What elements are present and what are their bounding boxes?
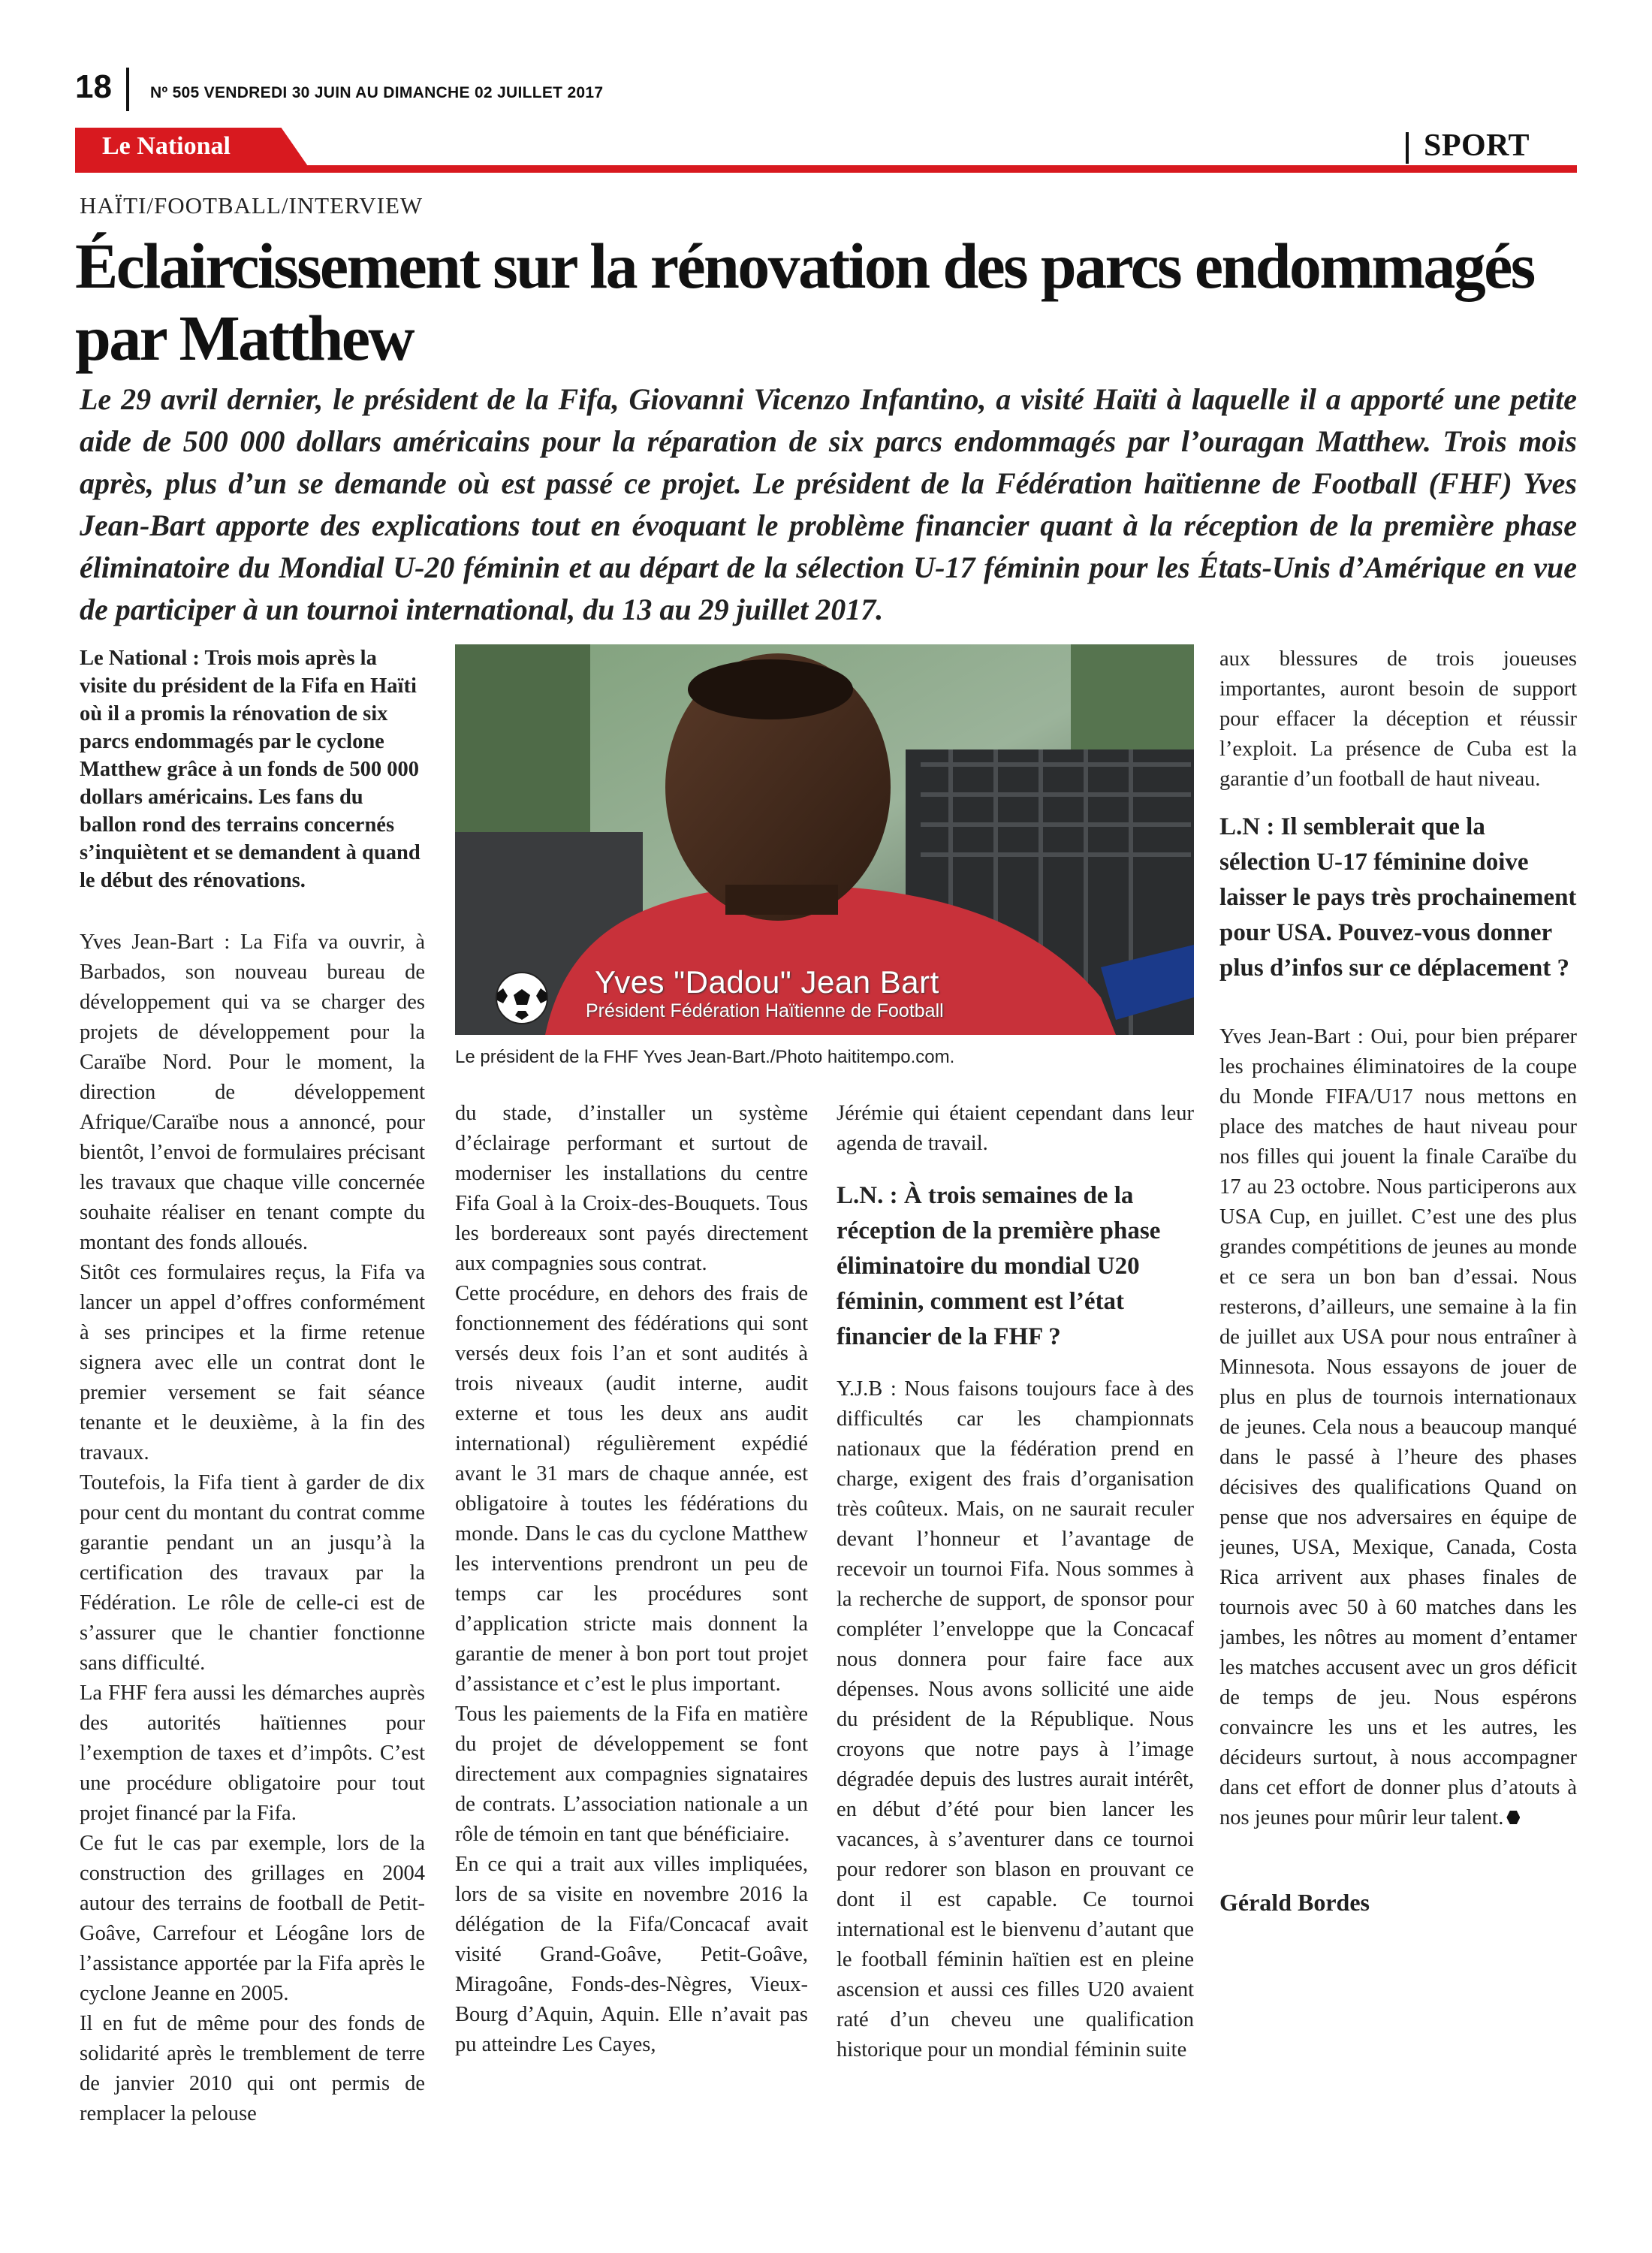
paragraph: Cette procédure, en dehors des frais de fonctionnement des fédérations qui sont versés deux fois l’an et sont audités à trois niveaux (audit interne, audit externe et tous les deux ans audit international) régulièrement expédié avant le 31 mars de chaque année, est obligatoire à toutes les fédérations du monde. Dans le cas du cyclone Matthew les interventions prendront un peu de temps car les procédures sont d’application stricte mais donnent la garantie de mener à bon port tout projet d’assistance et c’est le plus important. — [455, 1282, 808, 1696]
paragraph: Ce fut le cas par exemple, lors de la construction des grillages en 2004 autour des terrains de football de Petit-Goâve, Carrefour et Léogâne lors de l’assistance apportée par la Fifa après le cyclone Jeanne en 2005. — [80, 1832, 425, 2005]
author-signature: Gérald Bordes — [1219, 1889, 1370, 1916]
article-column-1 — [80, 644, 425, 2161]
end-mark-icon — [1506, 1811, 1520, 1824]
paragraph: Sitôt ces formulaires reçus, la Fifa va lancer un appel d’offres conformément à ses principes et la firme retenue signera avec elle un contrat dont le premier versement se fait séance tenante et le deuxième, à la fin des travaux. — [80, 1261, 425, 1464]
article-column-3 — [837, 1099, 1194, 2165]
soccer-ball-icon — [481, 970, 563, 1026]
paragraph: Y.J.B : Nous faisons toujours face à des difficultés car les championnats nationaux que la fédération prend en charge, exigent des frais d’organisation très coûteux. Mais, on ne saurait reculer devant l’honneur et l’avantage de recevoir un tournoi Fifa. Nous sommes à la recherche de support, de sponsor pour compléter l’enveloppe que la Concacaf nous donnera pour faire face aux dépenses. Nous avons sollicité une aide du président de la République. Nous croyons que notre pays à l’image dégradée depuis des lustres aurait intérêt, en début d’été pour bien lancer les vacances, à s’aventurer dans ce tournoi pour redorer son blason en prouvant ce dont il est capable. Ce tournoi international est le bienvenu d’autant que le football féminin haïtien est en pleine ascension et aussi ces filles U20 avaient raté d’un cheveu une qualification historique pour un mondial féminin suite — [837, 1377, 1194, 2061]
paragraph: Tous les paiements de la Fifa en matière du projet de développement se font directement aux compagnies signataires de contrats. L’association nationale a un rôle de témoin en tant que bénéficiaire. — [455, 1703, 808, 1846]
paragraph — [1219, 1022, 1577, 1833]
article-column-2 — [455, 1099, 808, 2165]
paragraph: Il en fut de même pour des fonds de solidarité après le tremblement de terre de janvier 2010 qui ont permis de remplacer la pelouse — [80, 2012, 425, 2125]
paragraph: du stade, d’installer un système d’éclairage performant et surtout de moderniser les installations du centre Fifa Goal à la Croix-des-Bouquets. Tous les bordereaux sont payés directement aux compagnies sous contrat. — [455, 1102, 808, 1275]
paragraph: Jérémie qui étaient cependant dans leur agenda de travail. — [837, 1102, 1194, 1155]
photo-caption: Le président de la FHF Yves Jean-Bart./Photo haititempo.com. — [455, 1047, 955, 1067]
section-label: SPORT — [1424, 128, 1530, 163]
photo-overlay-title: Président Fédération Haïtienne de Football — [586, 1000, 944, 1021]
paragraph: En ce qui a trait aux villes impliquées, lors de sa visite en novembre 2016 la délégation de la Fifa/Concacaf avait visité Grand-Goâve, Petit-Goâve, Miragoâne, Fonds-des-Nègres, Vieux-Bourg d’Aquin, Aquin. Elle n’avait pas pu atteindre Les Cayes, — [455, 1853, 808, 2056]
issue-info: Nº 505 VENDREDI 30 JUIN AU DIMANCHE 02 JUILLET 2017 — [150, 84, 604, 101]
paragraph: La FHF fera aussi les démarches auprès des autorités haïtiennes pour l’exemption de taxes et d’impôts. C’est une procédure obligatoire pour tout projet financé par la Fifa. — [80, 1681, 425, 1825]
paragraph-text: Yves Jean-Bart : Oui, pour bien préparer les prochaines éliminatoires de la coupe du Monde FIFA/U17 nous mettons en place des matches de haut niveau pour nos filles qui jouent la finale Caraïbe du 17 au 23 octobre. Nous participerons aux USA Cup, en juillet. C’est une des plus grandes compétitions de jeunes au monde et ce sera un bon ban d’essai. Nous resterons, d’ailleurs, une semaine à la fin de juillet aux USA pour nous entraîner à Minnesota. Nous essayons de jouer de plus en plus de tournois internationaux de jeunes. Cela nous a beaucoup manqué dans le passé à l’heure des phases décisives des qualifications Quand on pense que nos adversaires en équipe de jeunes, USA, Mexique, Canada, Costa Rica arrivent aux phases finales de tournois avec 50 à 60 matches dans les jambes, les nôtres au moment d’entamer les matches accusent avec un gros déficit de temps de jeu. Nous espérons convaincre les uns et les autres, les décideurs surtout, à nous accompagner dans cet effort de donner plus d’atouts à nos jeunes pour mûrir leur talent. — [1219, 1025, 1577, 1829]
article-headline: Éclaircissement sur la rénovation des parcs endommagés par Matthew — [75, 230, 1534, 374]
article-column-4 — [1219, 644, 1577, 2116]
article-lede: Le 29 avril dernier, le président de la Fifa, Giovanni Vicenzo Infantino, a visité Haïti à laquelle il a apporté une petite aide de 500 000 dollars américains pour la réparation de six parcs endommagés par l’ouragan Matthew. Trois mois après, plus d’un se demande où est passé ce projet. Le président de la Fédération haïtienne de Football (FHF) Yves Jean-Bart apporte des explications tout en évoquant le problème financier quant à la réception de la première phase éliminatoire du Mondial U-20 féminin et au départ de la sélection U-17 féminin pour les États-Unis d’Amérique en vue de participer à un tournoi international, du 13 au 29 juillet 2017. — [80, 382, 1577, 626]
header-rule — [75, 165, 1577, 173]
interview-question: L.N. : À trois semaines de la réception de la première phase éliminatoire du mondial U20 féminin, comment est l’état financier de la FHF ? — [837, 1182, 1161, 1350]
interview-question: L.N : Il semblerait que la sélection U-17 féminine doive laisser le pays très prochainement pour USA. Pouvez-vous donner plus d’infos sur ce déplacement ? — [1219, 813, 1577, 982]
masthead-title: Le National — [102, 132, 231, 160]
page-number-divider — [126, 68, 129, 111]
interview-question: Le National : Trois mois après la visite du président de la Fifa en Haïti où il a promis la rénovation de six parcs endommagés par le cyclone Matthew grâce à un fonds de 500 000 dollars américains. Les fans du ballon rond des terrains concernés s’inquiètent et se demandent à quand le début des rénovations. — [80, 647, 421, 892]
paragraph: Toutefois, la Fifa tient à garder de dix pour cent du montant du contrat comme garantie pendant un an jusqu’à la certification des travaux par la Fédération. Le rôle de celle-ci est de s’assurer que le chantier fonctionne sans difficulté. — [80, 1471, 425, 1675]
paragraph: Yves Jean-Bart : La Fifa va ouvrir, à Barbados, son nouveau bureau de développement qui va se charger des projets de développement pour la Caraïbe Nord. Pour le moment, la direction de développement Afrique/Caraïbe nous a annoncé, pour bientôt, l’envoi de formulaires précisant les travaux que chaque ville concernée souhaite réaliser en tenant compte du montant des fonds alloués. — [80, 930, 425, 1254]
section-divider — [1406, 132, 1409, 164]
paragraph: aux blessures de trois joueuses importantes, auront besoin de support pour effacer la déception et réussir l’exploit. La présence de Cuba est la garantie d’un football de haut niveau. — [1219, 647, 1577, 791]
article-kicker: HAÏTI/FOOTBALL/INTERVIEW — [80, 192, 424, 219]
page-number: 18 — [75, 68, 112, 105]
photo-overlay-name: Yves "Dadou" Jean Bart — [595, 964, 939, 1000]
